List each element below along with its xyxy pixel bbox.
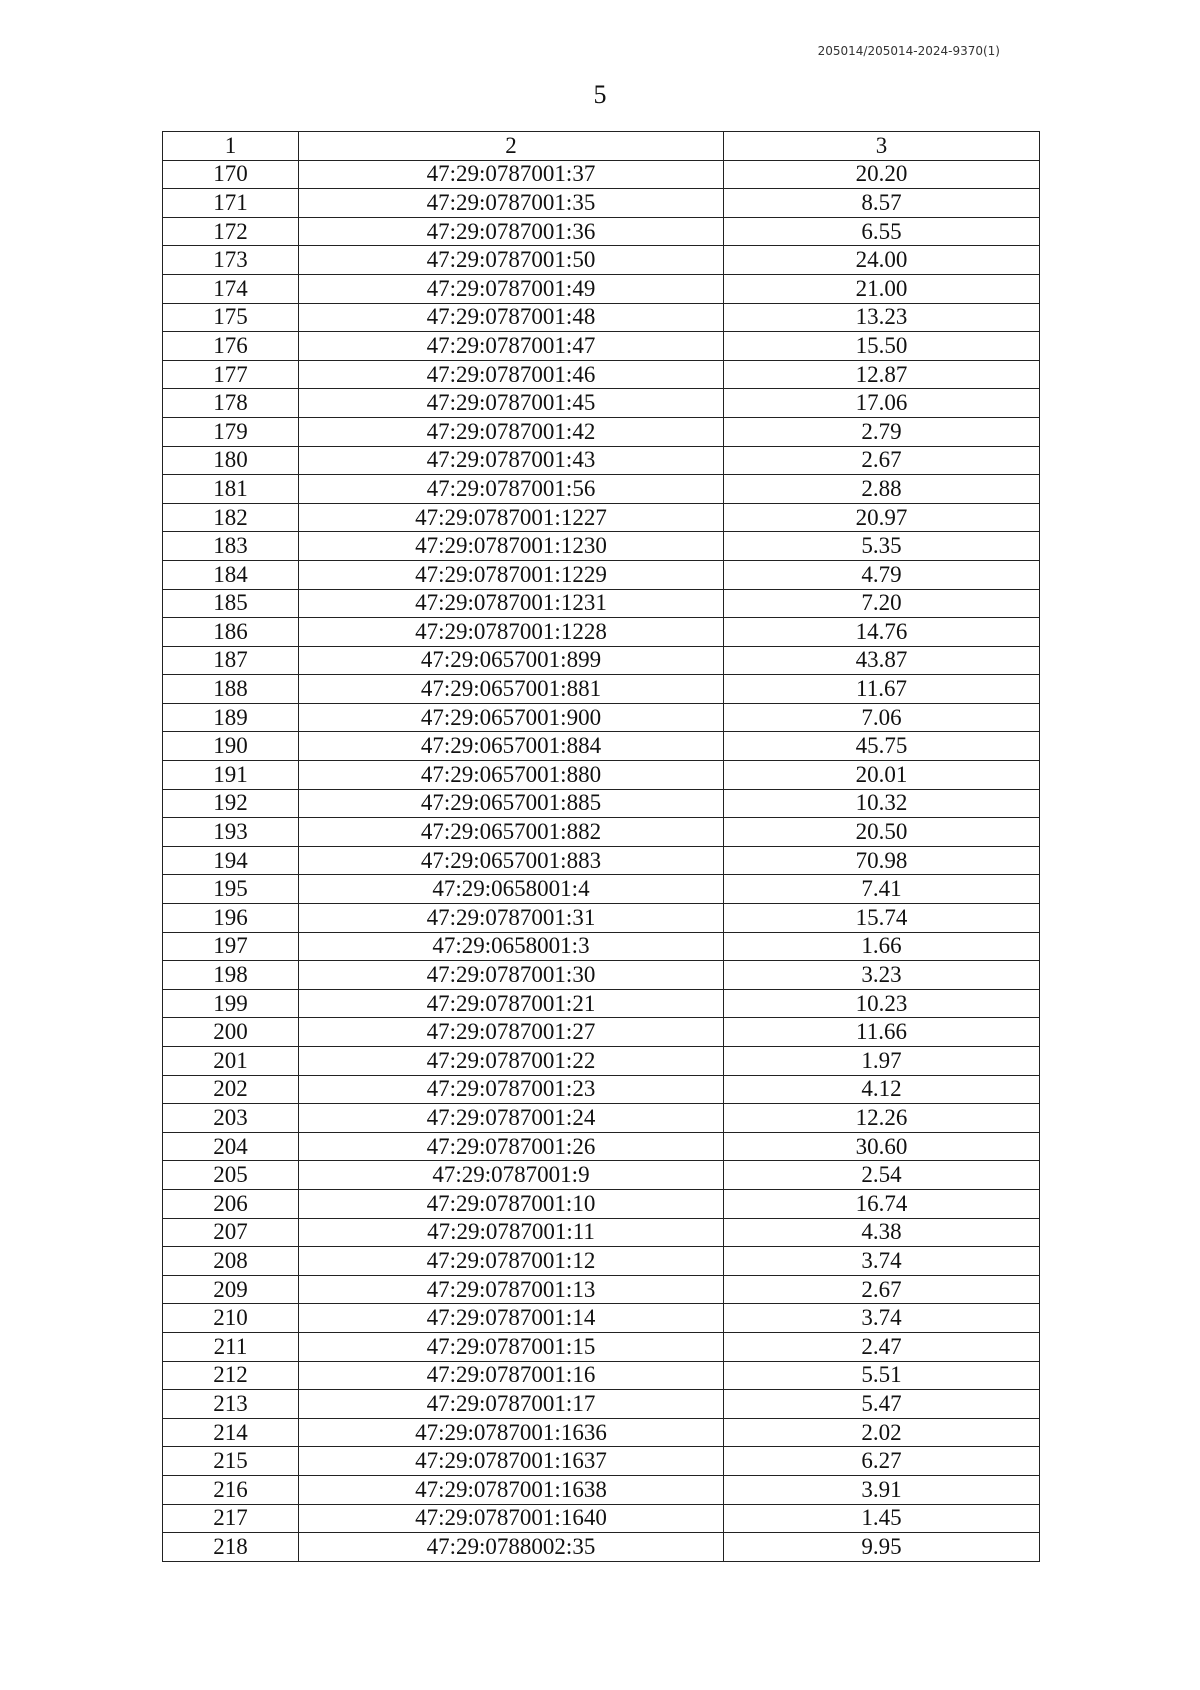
area-value-cell: 16.74 <box>724 1189 1040 1218</box>
area-value-cell: 4.79 <box>724 560 1040 589</box>
table-row <box>163 389 1040 418</box>
area-value-cell: 2.67 <box>724 1275 1040 1304</box>
area-value-cell: 7.20 <box>724 589 1040 618</box>
area-value-cell: 3.91 <box>724 1475 1040 1504</box>
row-number-cell: 185 <box>163 589 299 618</box>
row-number-cell: 184 <box>163 560 299 589</box>
table-body <box>163 160 1040 1561</box>
table-row <box>163 932 1040 961</box>
table-row <box>163 961 1040 990</box>
area-value-cell: 20.97 <box>724 503 1040 532</box>
cadastral-number-cell: 47:29:0787001:50 <box>299 246 724 275</box>
cadastral-number-cell: 47:29:0787001:23 <box>299 1075 724 1104</box>
row-number-cell: 209 <box>163 1275 299 1304</box>
cadastral-number-cell: 47:29:0787001:16 <box>299 1361 724 1390</box>
area-value-cell: 12.87 <box>724 360 1040 389</box>
area-value-cell: 4.12 <box>724 1075 1040 1104</box>
table-row <box>163 1218 1040 1247</box>
area-value-cell: 7.41 <box>724 875 1040 904</box>
table-row <box>163 1304 1040 1333</box>
table-row <box>163 1418 1040 1447</box>
table-row <box>163 475 1040 504</box>
area-value-cell: 30.60 <box>724 1132 1040 1161</box>
cadastral-number-cell: 47:29:0787001:37 <box>299 160 724 189</box>
row-number-cell: 216 <box>163 1475 299 1504</box>
table-row <box>163 589 1040 618</box>
table-row <box>163 1332 1040 1361</box>
table-row <box>163 217 1040 246</box>
row-number-cell: 179 <box>163 417 299 446</box>
table-row <box>163 503 1040 532</box>
cadastral-number-cell: 47:29:0787001:30 <box>299 961 724 990</box>
cadastral-number-cell: 47:29:0657001:899 <box>299 646 724 675</box>
area-value-cell: 43.87 <box>724 646 1040 675</box>
area-value-cell: 2.47 <box>724 1332 1040 1361</box>
area-value-cell: 2.54 <box>724 1161 1040 1190</box>
area-value-cell: 15.50 <box>724 332 1040 361</box>
cadastral-number-cell: 47:29:0787001:21 <box>299 989 724 1018</box>
cadastral-number-cell: 47:29:0657001:881 <box>299 675 724 704</box>
table-row <box>163 1018 1040 1047</box>
area-value-cell: 3.74 <box>724 1304 1040 1333</box>
row-number-cell: 186 <box>163 618 299 647</box>
table-row <box>163 1161 1040 1190</box>
table-row <box>163 646 1040 675</box>
table-row <box>163 1132 1040 1161</box>
row-number-cell: 178 <box>163 389 299 418</box>
table-row <box>163 446 1040 475</box>
cadastral-number-cell: 47:29:0787001:1227 <box>299 503 724 532</box>
row-number-cell: 203 <box>163 1104 299 1133</box>
row-number-cell: 187 <box>163 646 299 675</box>
row-number-cell: 176 <box>163 332 299 361</box>
row-number-cell: 205 <box>163 1161 299 1190</box>
area-value-cell: 70.98 <box>724 846 1040 875</box>
area-value-cell: 20.50 <box>724 818 1040 847</box>
row-number-cell: 199 <box>163 989 299 1018</box>
row-number-cell: 174 <box>163 274 299 303</box>
area-value-cell: 5.35 <box>724 532 1040 561</box>
row-number-cell: 191 <box>163 761 299 790</box>
row-number-cell: 218 <box>163 1533 299 1562</box>
row-number-cell: 210 <box>163 1304 299 1333</box>
cadastral-number-cell: 47:29:0787001:17 <box>299 1390 724 1419</box>
row-number-cell: 171 <box>163 189 299 218</box>
table-row <box>163 360 1040 389</box>
row-number-cell: 177 <box>163 360 299 389</box>
table-row <box>163 1104 1040 1133</box>
cadastral-number-cell: 47:29:0787001:12 <box>299 1247 724 1276</box>
area-value-cell: 11.66 <box>724 1018 1040 1047</box>
table-row <box>163 789 1040 818</box>
row-number-cell: 213 <box>163 1390 299 1419</box>
page-number: 5 <box>593 80 607 109</box>
table-row <box>163 761 1040 790</box>
cadastral-number-cell: 47:29:0787001:36 <box>299 217 724 246</box>
table-row <box>163 1504 1040 1533</box>
area-value-cell: 12.26 <box>724 1104 1040 1133</box>
area-value-cell: 6.27 <box>724 1447 1040 1476</box>
row-number-cell: 182 <box>163 503 299 532</box>
table-row <box>163 1361 1040 1390</box>
cadastral-number-cell: 47:29:0787001:14 <box>299 1304 724 1333</box>
cadastral-number-cell: 47:29:0787001:56 <box>299 475 724 504</box>
document-id: 205014/205014-2024-9370(1) <box>817 44 1000 58</box>
cadastral-number-cell: 47:29:0787001:15 <box>299 1332 724 1361</box>
row-number-cell: 214 <box>163 1418 299 1447</box>
table-row <box>163 1075 1040 1104</box>
row-number-cell: 198 <box>163 961 299 990</box>
cadastral-number-cell: 47:29:0787001:22 <box>299 1047 724 1076</box>
area-value-cell: 11.67 <box>724 675 1040 704</box>
area-value-cell: 4.38 <box>724 1218 1040 1247</box>
row-number-cell: 181 <box>163 475 299 504</box>
area-value-cell: 2.79 <box>724 417 1040 446</box>
row-number-cell: 206 <box>163 1189 299 1218</box>
cadastral-number-cell: 47:29:0787001:9 <box>299 1161 724 1190</box>
cadastral-number-cell: 47:29:0657001:883 <box>299 846 724 875</box>
row-number-cell: 200 <box>163 1018 299 1047</box>
area-value-cell: 6.55 <box>724 217 1040 246</box>
cadastral-number-cell: 47:29:0658001:3 <box>299 932 724 961</box>
area-value-cell: 14.76 <box>724 618 1040 647</box>
cadastral-number-cell: 47:29:0787001:13 <box>299 1275 724 1304</box>
cadastral-number-cell: 47:29:0787001:1228 <box>299 618 724 647</box>
table-row <box>163 532 1040 561</box>
cadastral-number-cell: 47:29:0787001:26 <box>299 1132 724 1161</box>
area-value-cell: 13.23 <box>724 303 1040 332</box>
row-number-cell: 211 <box>163 1332 299 1361</box>
row-number-cell: 196 <box>163 904 299 933</box>
table-row <box>163 904 1040 933</box>
area-value-cell: 1.97 <box>724 1047 1040 1076</box>
area-value-cell: 5.51 <box>724 1361 1040 1390</box>
area-value-cell: 3.23 <box>724 961 1040 990</box>
row-number-cell: 197 <box>163 932 299 961</box>
row-number-cell: 208 <box>163 1247 299 1276</box>
cadastral-number-cell: 47:29:0787001:1636 <box>299 1418 724 1447</box>
cadastral-number-cell: 47:29:0658001:4 <box>299 875 724 904</box>
cadastral-number-cell: 47:29:0787001:1231 <box>299 589 724 618</box>
column-header-2: 2 <box>299 132 724 161</box>
cadastral-number-cell: 47:29:0787001:46 <box>299 360 724 389</box>
row-number-cell: 183 <box>163 532 299 561</box>
cadastral-number-cell: 47:29:0787001:43 <box>299 446 724 475</box>
row-number-cell: 192 <box>163 789 299 818</box>
cadastral-number-cell: 47:29:0787001:1229 <box>299 560 724 589</box>
cadastral-number-cell: 47:29:0657001:884 <box>299 732 724 761</box>
row-number-cell: 202 <box>163 1075 299 1104</box>
table-row <box>163 1390 1040 1419</box>
table-row <box>163 1247 1040 1276</box>
cadastral-number-cell: 47:29:0787001:42 <box>299 417 724 446</box>
row-number-cell: 173 <box>163 246 299 275</box>
cadastral-number-cell: 47:29:0787001:27 <box>299 1018 724 1047</box>
table-row <box>163 618 1040 647</box>
area-value-cell: 1.66 <box>724 932 1040 961</box>
area-value-cell: 20.01 <box>724 761 1040 790</box>
area-value-cell: 2.67 <box>724 446 1040 475</box>
cadastral-number-cell: 47:29:0787001:1638 <box>299 1475 724 1504</box>
area-value-cell: 1.45 <box>724 1504 1040 1533</box>
cadastral-number-cell: 47:29:0787001:35 <box>299 189 724 218</box>
table-row <box>163 303 1040 332</box>
cadastral-number-cell: 47:29:0787001:1230 <box>299 532 724 561</box>
row-number-cell: 188 <box>163 675 299 704</box>
cadastral-table <box>162 131 1040 1562</box>
row-number-cell: 190 <box>163 732 299 761</box>
cadastral-number-cell: 47:29:0787001:49 <box>299 274 724 303</box>
table-row <box>163 1533 1040 1562</box>
cadastral-number-cell: 47:29:0787001:10 <box>299 1189 724 1218</box>
cadastral-number-cell: 47:29:0787001:1640 <box>299 1504 724 1533</box>
area-value-cell: 10.32 <box>724 789 1040 818</box>
table-row <box>163 1275 1040 1304</box>
cadastral-number-cell: 47:29:0787001:11 <box>299 1218 724 1247</box>
column-header-1: 1 <box>163 132 299 161</box>
row-number-cell: 194 <box>163 846 299 875</box>
area-value-cell: 21.00 <box>724 274 1040 303</box>
row-number-cell: 195 <box>163 875 299 904</box>
area-value-cell: 15.74 <box>724 904 1040 933</box>
cadastral-number-cell: 47:29:0657001:880 <box>299 761 724 790</box>
table-row <box>163 417 1040 446</box>
cadastral-number-cell: 47:29:0657001:882 <box>299 818 724 847</box>
table-row <box>163 818 1040 847</box>
area-value-cell: 45.75 <box>724 732 1040 761</box>
table-row <box>163 160 1040 189</box>
table-row <box>163 989 1040 1018</box>
row-number-cell: 212 <box>163 1361 299 1390</box>
cadastral-number-cell: 47:29:0787001:24 <box>299 1104 724 1133</box>
table-row <box>163 1475 1040 1504</box>
area-value-cell: 20.20 <box>724 160 1040 189</box>
table-row <box>163 246 1040 275</box>
table-row <box>163 274 1040 303</box>
cadastral-number-cell: 47:29:0787001:47 <box>299 332 724 361</box>
area-value-cell: 2.88 <box>724 475 1040 504</box>
cadastral-number-cell: 47:29:0788002:35 <box>299 1533 724 1562</box>
cadastral-number-cell: 47:29:0787001:1637 <box>299 1447 724 1476</box>
table-row <box>163 1189 1040 1218</box>
area-value-cell: 17.06 <box>724 389 1040 418</box>
table-row <box>163 332 1040 361</box>
table-row <box>163 1447 1040 1476</box>
table-row <box>163 875 1040 904</box>
area-value-cell: 3.74 <box>724 1247 1040 1276</box>
table-row <box>163 560 1040 589</box>
row-number-cell: 180 <box>163 446 299 475</box>
cadastral-number-cell: 47:29:0657001:900 <box>299 703 724 732</box>
cadastral-number-cell: 47:29:0787001:48 <box>299 303 724 332</box>
row-number-cell: 204 <box>163 1132 299 1161</box>
table-row <box>163 1047 1040 1076</box>
table-header-row <box>163 132 1040 161</box>
area-value-cell: 7.06 <box>724 703 1040 732</box>
table-row <box>163 675 1040 704</box>
column-header-3: 3 <box>724 132 1040 161</box>
table-row <box>163 732 1040 761</box>
area-value-cell: 2.02 <box>724 1418 1040 1447</box>
table-row <box>163 189 1040 218</box>
table-row <box>163 846 1040 875</box>
table-row <box>163 703 1040 732</box>
cadastral-number-cell: 47:29:0787001:45 <box>299 389 724 418</box>
area-value-cell: 8.57 <box>724 189 1040 218</box>
row-number-cell: 201 <box>163 1047 299 1076</box>
cadastral-number-cell: 47:29:0787001:31 <box>299 904 724 933</box>
row-number-cell: 215 <box>163 1447 299 1476</box>
cadastral-number-cell: 47:29:0657001:885 <box>299 789 724 818</box>
area-value-cell: 5.47 <box>724 1390 1040 1419</box>
area-value-cell: 10.23 <box>724 989 1040 1018</box>
area-value-cell: 24.00 <box>724 246 1040 275</box>
row-number-cell: 172 <box>163 217 299 246</box>
row-number-cell: 217 <box>163 1504 299 1533</box>
row-number-cell: 207 <box>163 1218 299 1247</box>
row-number-cell: 170 <box>163 160 299 189</box>
row-number-cell: 175 <box>163 303 299 332</box>
row-number-cell: 189 <box>163 703 299 732</box>
area-value-cell: 9.95 <box>724 1533 1040 1562</box>
row-number-cell: 193 <box>163 818 299 847</box>
